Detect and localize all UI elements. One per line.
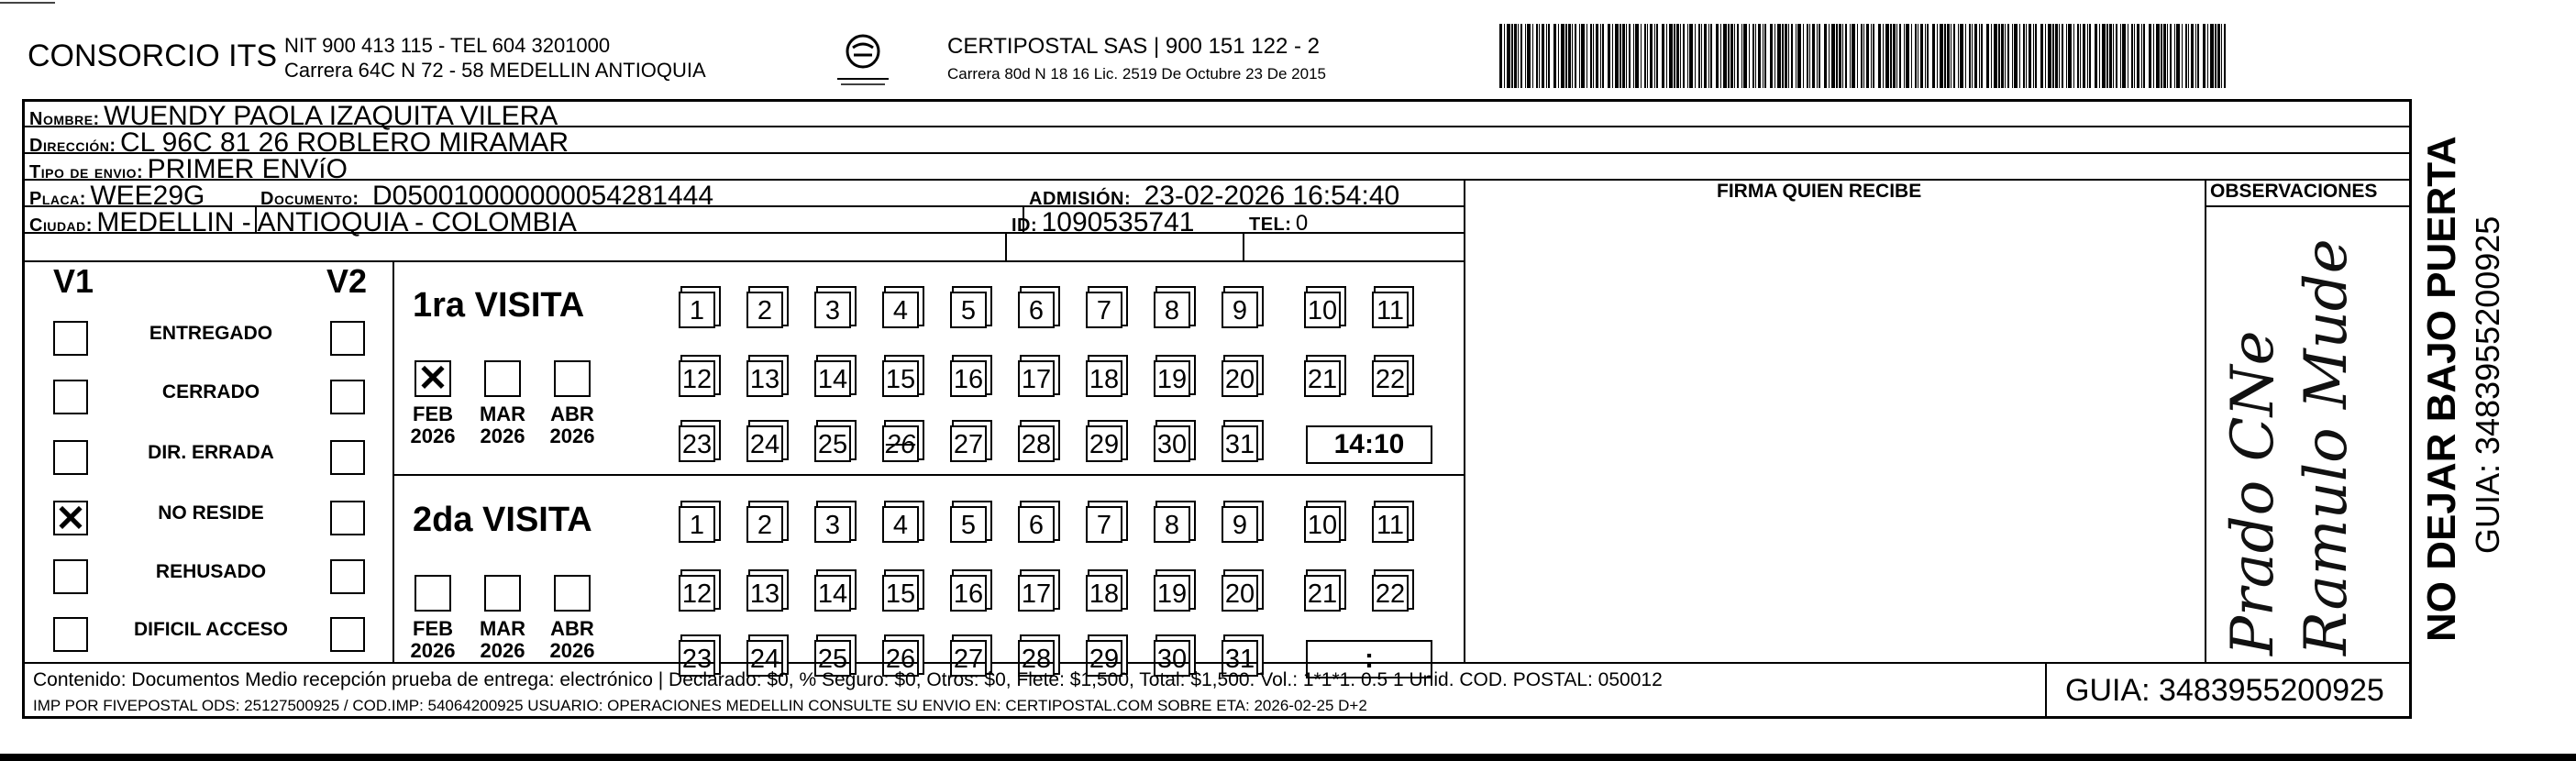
day-box[interactable]: 7 [1086, 292, 1122, 328]
divider [392, 474, 1464, 476]
day-box[interactable]: 6 [1018, 506, 1055, 543]
status-label: CERRADO [161, 381, 260, 403]
id-row [1012, 207, 1194, 238]
day-box[interactable]: 12 [679, 575, 715, 612]
month-label [475, 618, 530, 662]
day-box[interactable]: 2 [746, 506, 783, 543]
status-v2-checkbox[interactable] [330, 559, 365, 594]
bottom-bar [0, 754, 2576, 761]
footer-guia: GUIA: 3483955200925 [2065, 673, 2384, 708]
month-checkbox[interactable] [484, 575, 521, 612]
divider [1464, 179, 1465, 662]
status-v1-checkbox[interactable] [53, 440, 88, 475]
day-box[interactable]: 5 [950, 506, 987, 543]
day-box[interactable]: 22 [1372, 575, 1409, 612]
month-year: 2026 [410, 639, 456, 662]
document-value: D050010000000054281444 [371, 181, 714, 211]
month-checkbox[interactable] [554, 575, 591, 612]
day-box[interactable]: 13 [746, 575, 783, 612]
divider [2205, 179, 2206, 662]
status-v1-checkbox[interactable] [53, 321, 88, 356]
plate-value: WEE29G [90, 181, 205, 211]
v1-header: V1 [53, 262, 94, 300]
visit-title: 2da VISITA [413, 501, 592, 539]
status-v2-checkbox[interactable] [330, 321, 365, 356]
admission-label: ADMISIÓN: [1029, 189, 1132, 209]
day-box[interactable]: 6 [1018, 292, 1055, 328]
day-box[interactable]: 11 [1372, 292, 1409, 328]
day-box[interactable]: 3 [814, 292, 851, 328]
day-box[interactable]: 23 [679, 425, 715, 462]
divider [22, 662, 2412, 664]
status-label: NO RESIDE [158, 502, 264, 524]
day-box[interactable]: 27 [950, 640, 987, 677]
status-v1-checkbox[interactable]: ✕ [53, 501, 88, 535]
tel-row [1249, 211, 1308, 237]
day-box[interactable]: 30 [1154, 640, 1190, 677]
shipping-type-label: Tipo de envio: [29, 162, 144, 182]
company-nit-line: NIT 900 413 115 - TEL 604 3201000 [284, 34, 611, 57]
day-box[interactable]: 5 [950, 292, 987, 328]
day-box[interactable]: 16 [950, 360, 987, 397]
tel-value: 0 [1295, 211, 1309, 236]
status-v2-checkbox[interactable] [330, 617, 365, 652]
divider [1243, 232, 1244, 260]
recipient-address: CL 96C 81 26 ROBLERO MIRAMAR [120, 127, 569, 158]
admission-value: 23-02-2026 16:54:40 [1144, 181, 1400, 211]
day-box[interactable]: 16 [950, 575, 987, 612]
divider [2205, 205, 2412, 207]
status-label: DIR. ERRADA [148, 442, 274, 463]
day-box[interactable]: 10 [1304, 506, 1341, 543]
visit-title: 1ra VISITA [413, 286, 585, 325]
handwritten-observation-1: Prado CNe [2219, 330, 2287, 656]
side-guia: GUIA: 3483955200925 [2469, 215, 2506, 554]
day-box[interactable]: 21 [1304, 575, 1341, 612]
day-box[interactable]: 3 [814, 506, 851, 543]
company-name: CONSORCIO ITS [28, 39, 278, 73]
id-value: 1090535741 [1041, 207, 1195, 237]
time-box[interactable]: 14:10 [1306, 425, 1432, 464]
day-box[interactable]: 10 [1304, 292, 1341, 328]
signature-header: FIRMA QUIEN RECIBE [1717, 181, 1922, 202]
day-box[interactable]: 7 [1086, 506, 1122, 543]
day-box[interactable]: 25 [814, 640, 851, 677]
divider [2045, 662, 2047, 719]
month-label [405, 618, 460, 662]
day-box[interactable]: 2 [746, 292, 783, 328]
day-box[interactable]: 28 [1018, 640, 1055, 677]
month-name: FEB [413, 403, 453, 425]
day-box[interactable]: 15 [882, 575, 919, 612]
month-label [475, 403, 530, 447]
day-box[interactable]: 27 [950, 425, 987, 462]
month-year: 2026 [410, 425, 456, 447]
certipostal-logo-icon [830, 31, 896, 88]
courier-license-line: Carrera 80d N 18 16 Lic. 2519 De Octubre 23 De 2015 [947, 65, 1326, 83]
month-name: ABR [550, 617, 594, 640]
status-label: ENTREGADO [149, 323, 273, 344]
month-year: 2026 [549, 425, 595, 447]
day-box[interactable]: 19 [1154, 360, 1190, 397]
day-box[interactable]: 13 [746, 360, 783, 397]
day-box[interactable]: 9 [1222, 292, 1258, 328]
status-v2-checkbox[interactable] [330, 380, 365, 414]
day-box[interactable]: 21 [1304, 360, 1341, 397]
month-name: ABR [550, 403, 594, 425]
month-label [545, 618, 600, 662]
day-box[interactable]: 18 [1086, 575, 1122, 612]
day-box[interactable]: 1 [679, 292, 715, 328]
day-box[interactable]: 26 [882, 425, 919, 462]
day-box[interactable]: 8 [1154, 292, 1190, 328]
month-year: 2026 [549, 639, 595, 662]
company-address-line: Carrera 64C N 72 - 58 MEDELLIN ANTIOQUIA [284, 59, 706, 82]
divider [22, 260, 1464, 262]
day-box[interactable]: 24 [746, 425, 783, 462]
month-checkbox[interactable] [415, 575, 451, 612]
status-v2-checkbox[interactable] [330, 501, 365, 535]
handwritten-observation-2: Ramulo Mude [2293, 238, 2360, 656]
day-box[interactable]: 19 [1154, 575, 1190, 612]
month-name: MAR [479, 403, 526, 425]
divider [1005, 232, 1007, 260]
barcode [1499, 24, 2228, 88]
day-box[interactable]: 28 [1018, 425, 1055, 462]
id-label: ID: [1012, 215, 1038, 236]
month-year: 2026 [480, 425, 525, 447]
status-v1-checkbox[interactable] [53, 559, 88, 594]
side-warning: NO DEJAR BAJO PUERTA [2419, 136, 2464, 642]
day-box[interactable]: 25 [814, 425, 851, 462]
footer-content-line: Contenido: Documentos Medio recepción prueba de entrega: electrónico | Declarado: $0, % Seguro: $0, Otros: $0, Flete: $1,500, Total: $1,500. Vol.: 1*1*1. 0.5 1 Unid. COD. POSTAL: 050012 [33, 669, 1663, 690]
day-box[interactable]: 9 [1222, 506, 1258, 543]
status-label: DIFICIL ACCESO [133, 619, 288, 640]
status-label: REHUSADO [155, 561, 267, 582]
day-box[interactable]: 23 [679, 640, 715, 677]
top-rule-left [0, 2, 55, 4]
v2-header: V2 [326, 262, 368, 300]
day-box[interactable]: 31 [1222, 425, 1258, 462]
city-label: Ciudad: [29, 215, 93, 236]
day-box[interactable]: 14 [814, 360, 851, 397]
day-box[interactable]: 4 [882, 292, 919, 328]
day-box[interactable]: 4 [882, 506, 919, 543]
day-box[interactable]: 18 [1086, 360, 1122, 397]
day-box[interactable]: 17 [1018, 575, 1055, 612]
address-label: Dirección: [29, 136, 116, 156]
recipient-name: WUENDY PAOLA IZAQUITA VILERA [104, 101, 558, 131]
month-label [545, 403, 600, 447]
day-box[interactable]: 30 [1154, 425, 1190, 462]
month-year: 2026 [480, 639, 525, 662]
divider [392, 260, 394, 662]
city-value: MEDELLIN - ANTIOQUIA - COLOMBIA [96, 207, 577, 237]
day-box[interactable]: 31 [1222, 640, 1258, 677]
status-v1-checkbox[interactable] [53, 380, 88, 414]
name-label: Nombre: [29, 109, 100, 129]
plate-label: Placa: [29, 189, 86, 209]
time-box[interactable]: : [1306, 640, 1432, 678]
month-checkbox[interactable] [484, 360, 521, 397]
month-checkbox[interactable] [554, 360, 591, 397]
day-box[interactable]: 11 [1372, 506, 1409, 543]
day-box[interactable]: 20 [1222, 575, 1258, 612]
document-label: Documento: [260, 189, 359, 209]
observations-header: OBSERVACIONES [2210, 181, 2378, 202]
day-box[interactable]: 29 [1086, 425, 1122, 462]
day-box[interactable]: 20 [1222, 360, 1258, 397]
status-v1-checkbox[interactable] [53, 617, 88, 652]
courier-info [947, 33, 1326, 88]
day-box[interactable]: 26 [882, 640, 919, 677]
courier-nit-line: CERTIPOSTAL SAS | 900 151 122 - 2 [947, 34, 1320, 59]
month-name: FEB [413, 617, 453, 640]
day-box[interactable]: 1 [679, 506, 715, 543]
day-box[interactable]: 15 [882, 360, 919, 397]
day-box[interactable]: 22 [1372, 360, 1409, 397]
day-box[interactable]: 14 [814, 575, 851, 612]
tel-label: TEL: [1249, 215, 1292, 235]
month-checkbox[interactable]: ✕ [415, 360, 451, 397]
day-box[interactable]: 29 [1086, 640, 1122, 677]
day-box[interactable]: 24 [746, 640, 783, 677]
shipping-type: PRIMER ENVíO [147, 154, 348, 184]
status-v2-checkbox[interactable] [330, 440, 365, 475]
footer-print-line: IMP POR FIVEPOSTAL ODS: 25127500925 / COD.IMP: 54064200925 USUARIO: OPERACIONES MEDELLIN CONSULTE SU ENVIO EN: CERTIPOSTAL.COM SOBRE ETA: 2026-02-25 D+2 [33, 697, 1367, 714]
city-row [29, 207, 577, 238]
company-info [284, 33, 706, 83]
day-box[interactable]: 17 [1018, 360, 1055, 397]
month-name: MAR [479, 617, 526, 640]
day-box[interactable]: 8 [1154, 506, 1190, 543]
month-label [405, 403, 460, 447]
day-box[interactable]: 12 [679, 360, 715, 397]
